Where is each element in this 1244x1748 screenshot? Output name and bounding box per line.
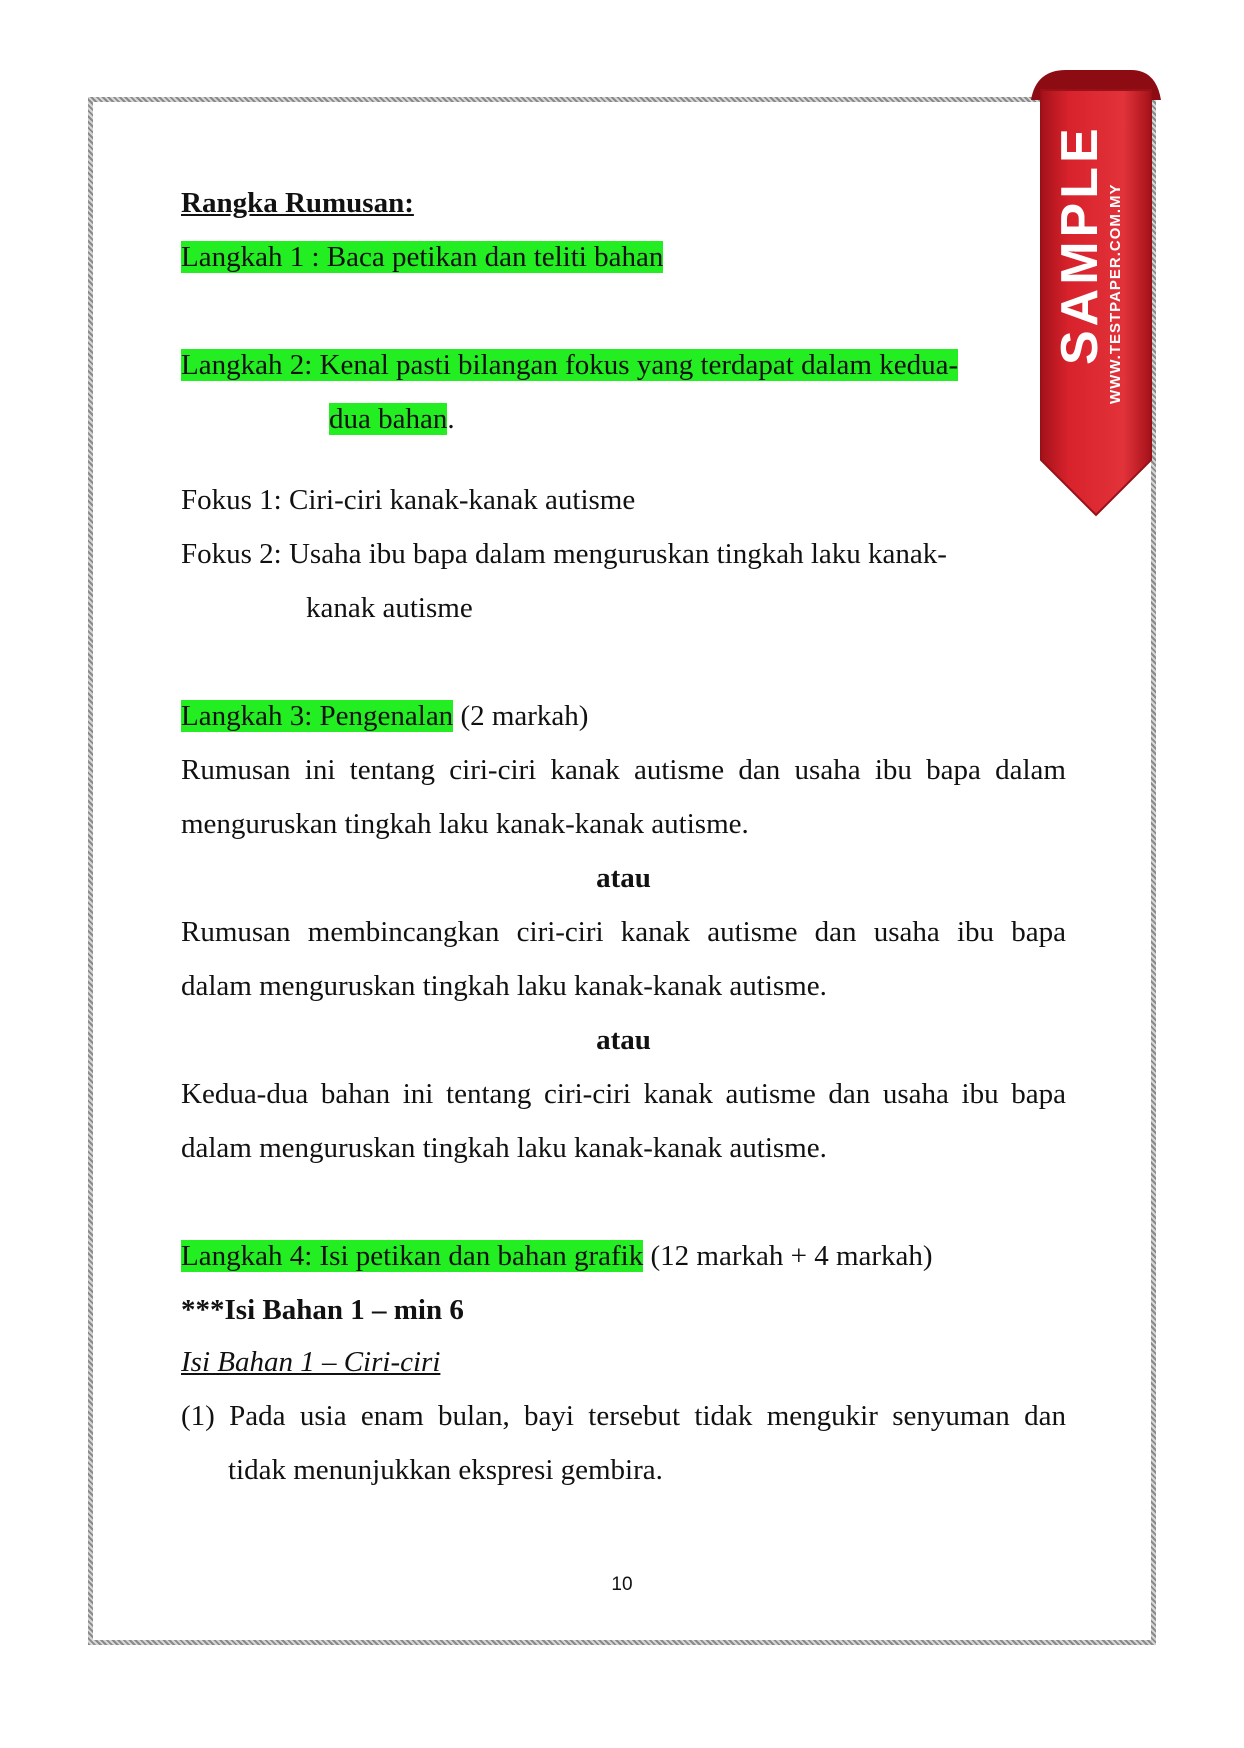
isi-heading: ***Isi Bahan 1 – min 6: [181, 1294, 464, 1326]
ribbon-sample-label: SAMPLE: [1051, 124, 1109, 365]
step-2-continuation: [329, 401, 455, 437]
step-2-period: .: [447, 403, 455, 435]
intro-option-2-line1: Rumusan membincangkan ciri-ciri kanak autisme dan usaha ibu bapa: [181, 916, 1066, 948]
step-4-label: Langkah 4: Isi petikan dan bahan grafik: [181, 1240, 644, 1272]
page-number: 10: [611, 1574, 633, 1595]
atau-separator: atau: [596, 1024, 651, 1056]
focus-2-line1: Fokus 2: Usaha ibu bapa dalam menguruskan tingkah laku kanak-: [181, 538, 947, 570]
step-2-line2: dua bahan: [329, 403, 448, 435]
step-4-marks: (12 markah + 4 markah): [643, 1240, 933, 1272]
point-1-line1: (1) Pada usia enam bulan, bayi tersebut tidak mengukir senyuman dan: [181, 1400, 1066, 1432]
step-3: [181, 698, 588, 734]
step-4: [181, 1238, 933, 1274]
focus-1: Fokus 1: Ciri-ciri kanak-kanak autisme: [181, 484, 636, 516]
intro-option-1-line2: menguruskan tingkah laku kanak-kanak autisme.: [181, 808, 749, 840]
ribbon-url: WWW.TESTPAPER.COM.MY: [1107, 183, 1124, 404]
step-1: [181, 239, 663, 275]
document-title: Rangka Rumusan:: [181, 187, 414, 219]
step-3-marks: (2 markah): [453, 700, 589, 732]
point-1-line2: tidak menunjukkan ekspresi gembira.: [228, 1454, 663, 1486]
intro-option-2-line2: dalam menguruskan tingkah laku kanak-kanak autisme.: [181, 970, 827, 1002]
isi-subheading: Isi Bahan 1 – Ciri-ciri: [181, 1346, 441, 1378]
step-1-text: Langkah 1 : Baca petikan dan teliti bahan: [181, 241, 664, 273]
intro-option-3-line2: dalam menguruskan tingkah laku kanak-kanak autisme.: [181, 1132, 827, 1164]
step-2: [181, 347, 958, 383]
focus-2-line2: kanak autisme: [306, 592, 473, 624]
atau-separator: atau: [596, 862, 651, 894]
intro-option-3-line1: Kedua-dua bahan ini tentang ciri-ciri kanak autisme dan usaha ibu bapa: [181, 1078, 1066, 1110]
intro-option-1-line1: Rumusan ini tentang ciri-ciri kanak autisme dan usaha ibu bapa dalam: [181, 754, 1066, 786]
step-2-line1: Langkah 2: Kenal pasti bilangan fokus yang terdapat dalam kedua-: [181, 349, 959, 381]
step-3-label: Langkah 3: Pengenalan: [181, 700, 454, 732]
